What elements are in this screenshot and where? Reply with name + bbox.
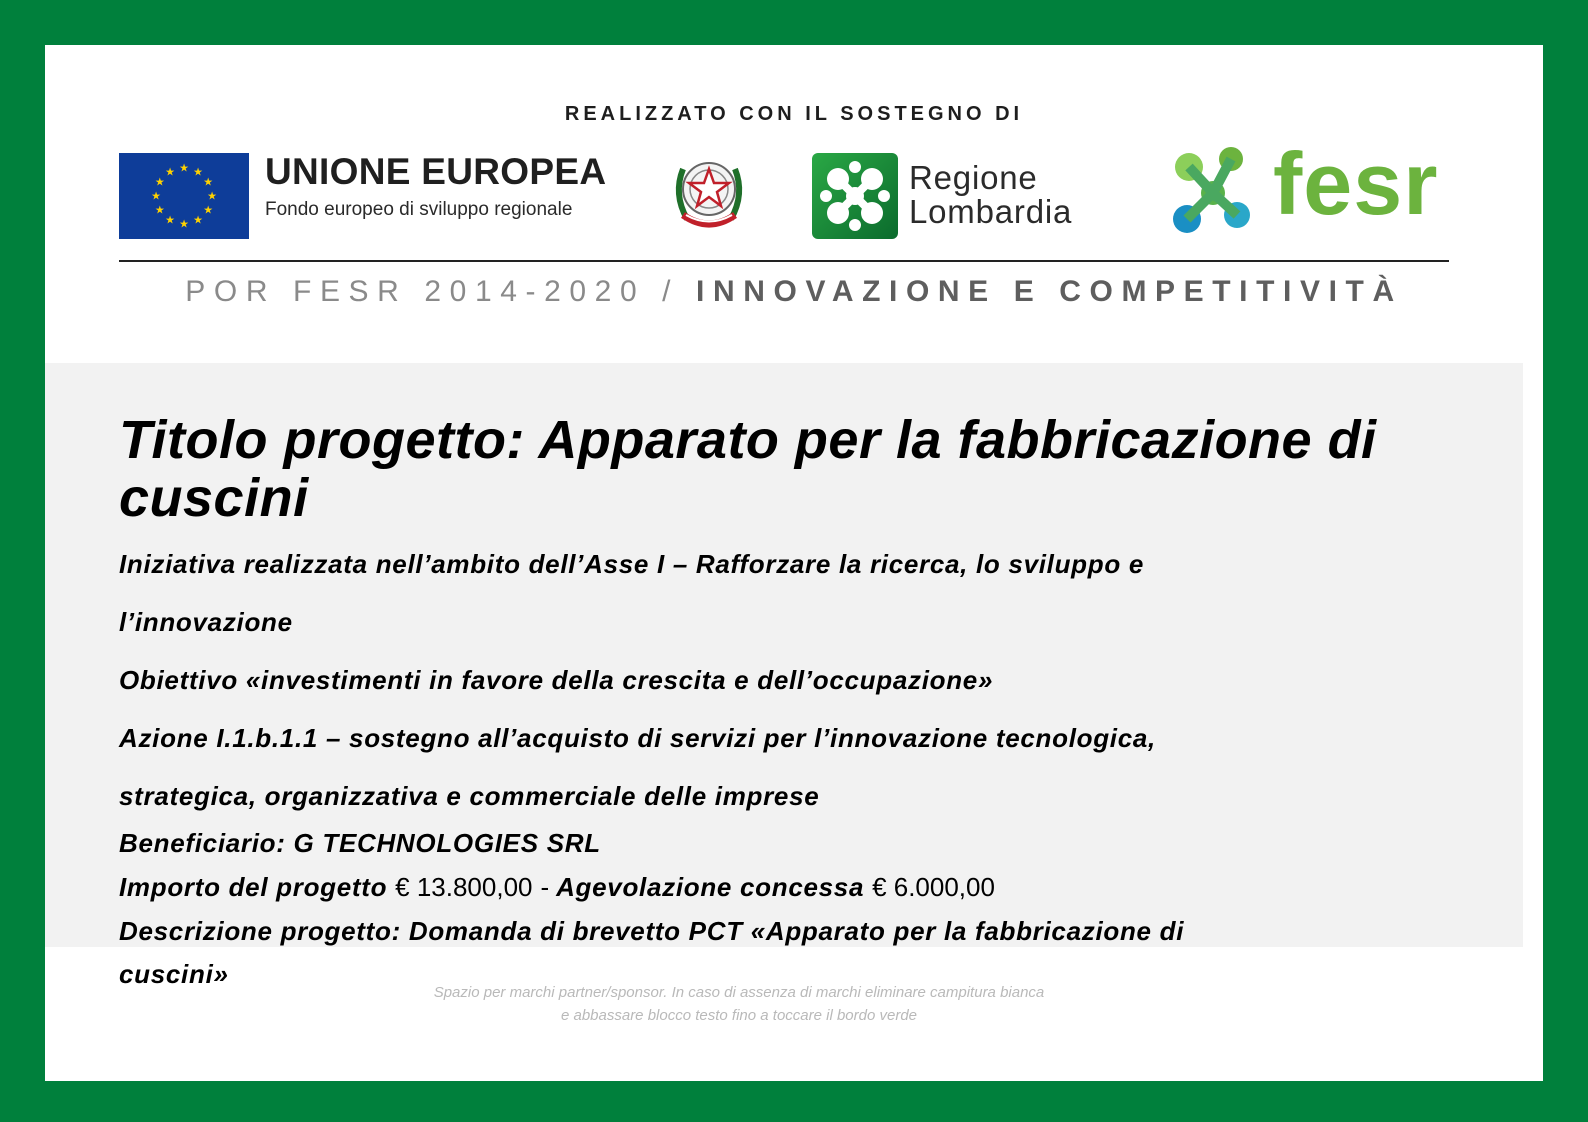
eu-title: UNIONE EUROPEA: [265, 151, 607, 192]
header-divider: [119, 260, 1449, 262]
regione-lombardia-wordmark: Regione Lombardia: [909, 159, 1073, 230]
fesr-wordmark: fesr: [1273, 134, 1439, 233]
support-heading: REALIZZATO CON IL SOSTEGNO DI: [564, 103, 1024, 125]
importo-line: [119, 872, 995, 903]
agevolazione-label: Agevolazione concessa: [556, 872, 865, 902]
italian-republic-emblem-icon: [669, 149, 749, 244]
beneficiario-line: Beneficiario: G TECHNOLOGIES SRL: [119, 828, 601, 858]
eu-star-icon: ★: [179, 162, 189, 175]
eu-star-icon: ★: [154, 176, 165, 189]
eu-star-icon: ★: [154, 204, 165, 217]
poster-card: [45, 45, 1543, 1081]
eu-star-icon: ★: [151, 190, 161, 203]
eu-star-icon: ★: [207, 190, 217, 203]
asse-line-2: l’innovazione: [119, 607, 293, 637]
descrizione-line-2: cuscini»: [119, 959, 229, 989]
agevolazione-value: € 6.000,00: [872, 872, 995, 902]
eu-star-icon: ★: [165, 166, 175, 179]
fesr-molecule-icon: [1165, 145, 1257, 241]
fesr-logo: [1165, 134, 1439, 246]
eu-star-icon: ★: [165, 214, 175, 227]
program-line: [45, 275, 1543, 309]
eu-star-icon: ★: [203, 176, 214, 189]
asse-line-1: Iniziativa realizzata nell’ambito dell’Asse I – Rafforzare la ricerca, lo sviluppo e: [119, 549, 1145, 579]
importo-value: € 13.800,00: [395, 872, 533, 902]
sponsor-note: Spazio per marchi partner/sponsor. In caso di assenza di marchi eliminare campitura bianca e abbassare blocco testo fino a toccare il bordo verde: [433, 984, 1045, 1024]
azione-line-1: Azione I.1.b.1.1 – sostegno all’acquisto di servizi per l’innovazione tecnologica,: [119, 723, 1156, 753]
importo-separator: -: [540, 872, 550, 902]
importo-label: Importo del progetto: [119, 872, 388, 902]
eu-star-icon: ★: [179, 218, 189, 231]
eu-star-icon: ★: [193, 166, 203, 179]
azione-line-2: strategica, organizzativa e commerciale delle imprese: [119, 781, 820, 811]
eu-star-icon: ★: [193, 214, 203, 227]
eu-star-icon: ★: [203, 204, 214, 217]
regione-lombardia-rosa-camuna-icon: [812, 153, 898, 239]
obiettivo-line: Obiettivo «investimenti in favore della crescita e dell’occupazione»: [119, 665, 994, 695]
program-theme: INNOVAZIONE E COMPETITIVITÀ: [696, 275, 1403, 308]
eu-flag-icon: [119, 153, 249, 239]
program-name: POR FESR 2014-2020 /: [185, 275, 680, 308]
project-title: Titolo progetto: Apparato per la fabbricazione di cuscini: [119, 410, 1377, 528]
eu-subtitle: Fondo europeo di sviluppo regionale: [265, 199, 573, 220]
descrizione-line-1: Descrizione progetto: Domanda di brevetto PCT «Apparato per la fabbricazione di: [119, 916, 1185, 946]
